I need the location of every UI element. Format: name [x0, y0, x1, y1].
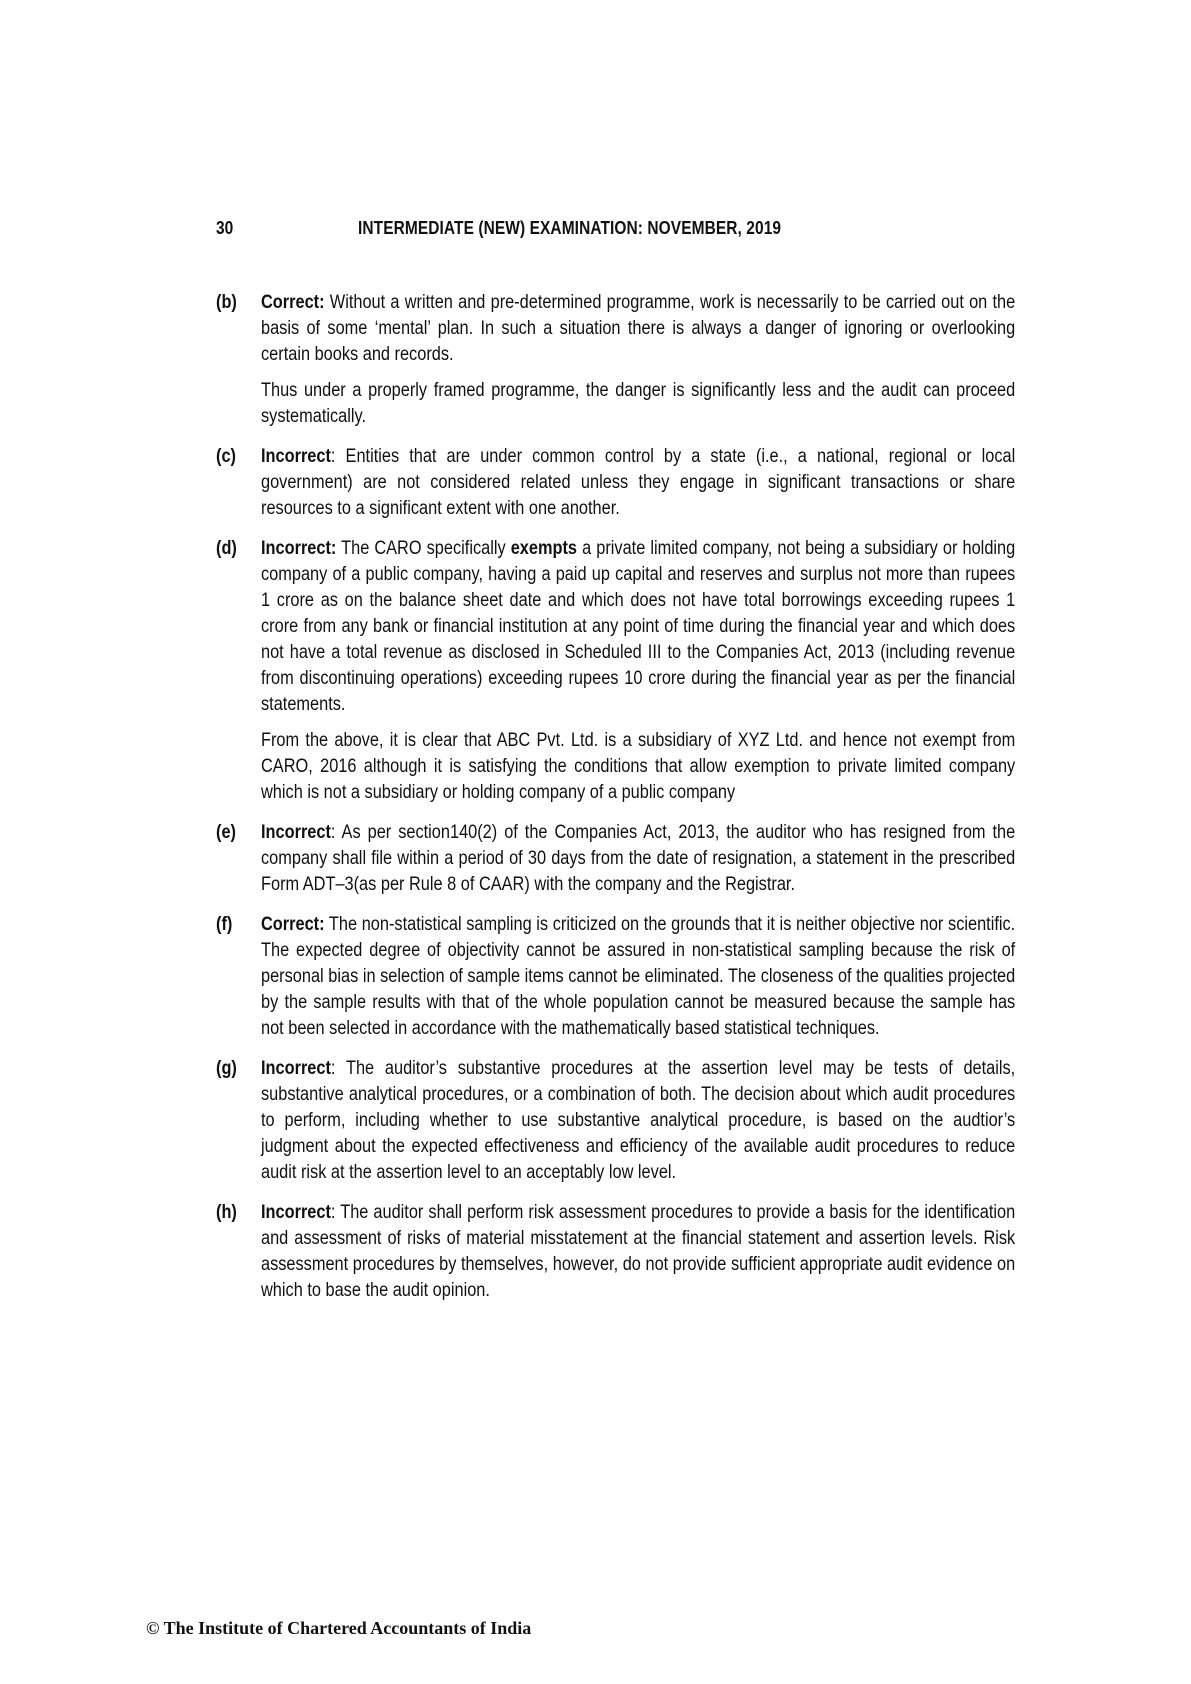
- answer-label: (f): [216, 914, 233, 935]
- answer-body: : The auditor shall perform risk assessment procedures to provide a basis for the identification and assessment of risks of material misstatement at the financial statement and assertion levels. Risk assessment procedures by themselves, however, do not provide sufficient appropriate audit evidence on which to base the audit opinion.: [261, 1202, 1016, 1301]
- answer-continuation: From the above, it is clear that ABC Pvt. Ltd. is a subsidiary of XYZ Ltd. and hence not exempt from CARO, 2016 although it is satisfying the conditions that allow exemption to private limited company which is not a subsidiary or holding company of a public company: [261, 730, 1016, 803]
- answer-text: [261, 444, 1015, 522]
- answer-label: (c): [216, 446, 236, 467]
- answer-h: [216, 1200, 1016, 1304]
- answer-continuation: Thus under a properly framed programme, the danger is significantly less and the audit can proceed systematically.: [261, 380, 1016, 427]
- answers-list: [216, 290, 1016, 1318]
- answer-body: a private limited company, not being a subsidiary or holding company of a public company, having a paid up capital and reserves and surplus not more than rupees 1 crore as on the balance sheet date and which does not have total borrowings exceeding rupees 1 crore from any bank or financial institution at any point of time during the financial year and which does not have a total revenue as disclosed in Scheduled III to the Companies Act, 2013 (including revenue from discontinuing operations) exceeding rupees 10 crore during the financial year as per the financial statements.: [261, 538, 1016, 715]
- running-head: INTERMEDIATE (NEW) EXAMINATION: NOVEMBER, 2019: [358, 218, 782, 238]
- answer-g: [216, 1056, 1016, 1186]
- answer-verdict: Correct:: [261, 292, 325, 313]
- answer-b: [216, 290, 1016, 430]
- answer-label: (b): [216, 292, 237, 313]
- answer-text: [261, 912, 1015, 1042]
- answer-c: [216, 444, 1016, 522]
- answer-text: [261, 290, 1015, 368]
- answer-body: : Entities that are under common control by a state (i.e., a national, regional or local government) are not considered related unless they engage in significant transactions or share resources to a significant extent with one another.: [261, 446, 1016, 519]
- page-number: 30: [216, 218, 234, 238]
- answer-text: [261, 1056, 1015, 1186]
- answer-body: : The auditor’s substantive procedures at the assertion level may be tests of details, substantive analytical procedures, or a combination of both. The decision about which audit procedures to perform, including whether to use substantive analytical procedure, is based on the audtior’s judgment about the expected effectiveness and efficiency of the available audit procedures to reduce audit risk at the assertion level to an acceptably low level.: [261, 1058, 1016, 1183]
- answer-verdict: Incorrect: [261, 1058, 331, 1079]
- answer-body: Without a written and pre-determined programme, work is necessarily to be carried out on the basis of some ‘mental’ plan. In such a situation there is always a danger of ignoring or overlooking certain books and records.: [261, 292, 1016, 365]
- answer-f: [216, 912, 1016, 1042]
- answer-e: [216, 820, 1016, 898]
- answer-text: [261, 1200, 1015, 1304]
- answer-verdict: Incorrect: [261, 822, 331, 843]
- answer-d: [216, 536, 1016, 806]
- answer-label: (g): [216, 1058, 237, 1079]
- answer-verdict: Correct:: [261, 914, 325, 935]
- answer-label: (e): [216, 822, 236, 843]
- answer-body: : As per section140(2) of the Companies Act, 2013, the auditor who has resigned from the company shall file within a period of 30 days from the date of resignation, a statement in the prescribed Form ADT–3(as per Rule 8 of CAAR) with the company and the Registrar.: [261, 822, 1016, 895]
- answer-text: [261, 536, 1015, 718]
- answer-verdict: Incorrect: [261, 446, 331, 467]
- answer-body: The CARO specifically: [336, 538, 511, 559]
- answer-verdict: Incorrect:: [261, 538, 337, 559]
- answer-verdict: Incorrect: [261, 1202, 331, 1223]
- answer-emphasis: exempts: [510, 538, 578, 559]
- answer-body: The non-statistical sampling is criticized on the grounds that it is neither objective nor scientific. The expected degree of objectivity cannot be assured in non-statistical sampling because the risk of personal bias in selection of sample items cannot be eliminated. The closeness of the qualities projected by the sample results with that of the whole population cannot be measured because the sample has not been selected in accordance with the mathematically based statistical techniques.: [261, 914, 1016, 1039]
- answer-label: (h): [216, 1202, 237, 1223]
- answer-label: (d): [216, 538, 237, 559]
- copyright-footer: © The Institute of Chartered Accountants of India: [146, 1618, 532, 1638]
- answer-text: [261, 820, 1015, 898]
